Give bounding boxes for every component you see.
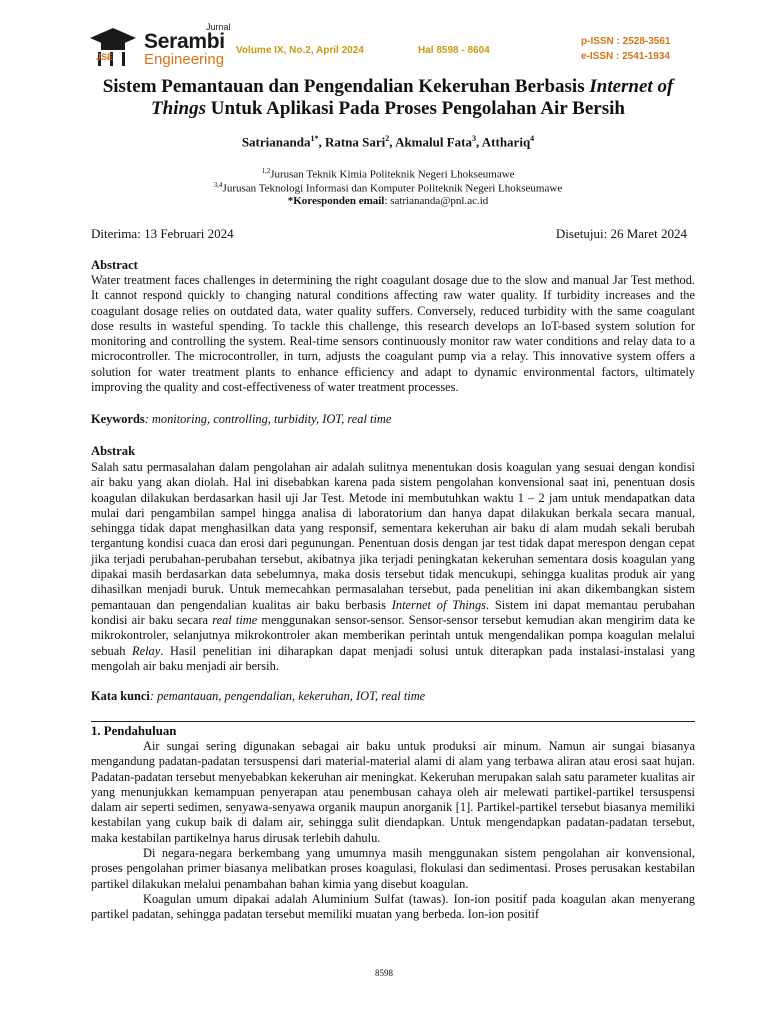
page-number: 8598 bbox=[375, 968, 393, 978]
affiliation-sup: 1,2 bbox=[261, 167, 271, 175]
p-issn: p-ISSN : 2528-3561 bbox=[581, 36, 671, 47]
corresponding-label: *Koresponden email bbox=[287, 195, 385, 207]
section-body bbox=[91, 739, 695, 923]
volume-info: Volume IX, No.2, April 2024 bbox=[236, 45, 364, 56]
logo-jurnal-text: Jurnal bbox=[206, 22, 231, 32]
abstrak-heading: Abstrak bbox=[91, 444, 136, 458]
affiliation bbox=[80, 167, 696, 181]
abstrak-italic-iot: Internet of Things bbox=[391, 597, 486, 612]
logo-serambi-text: Serambi bbox=[144, 30, 225, 53]
abstrak-text-1: Salah satu permasalahan dalam pengolahan air adalah sulitnya menentukan dosis koagulan yang sesuai dengan kondisi air baku yang akan diolah. Hal ini disebabkan karena pada sistem pengolahan konvensional saat ini, penentuan dosis koagulan dilakukan berdasarkan hasil uji Jar Test. Metode ini membutuhkan waktu 1 – 2 jam untuk mendapatkan data mulai dari pengambilan sampel hingga analisa di laboratorium dan hanya dapat dilakukan berkala secara manual, sehingga tidak dapat menghasilkan data yang responsif, sementara kekeruhan air baku di alam mudah sekali berubah tergantung kondisi cuaca dan erosi dari pegunungan. Penentuan dosis dengan jar test tidak dapat merespon dengan cepat jika terjadi perubahan-perubahan tersebut, akibatnya jika terjadi peningkatan kekeruhan sementara dosis koagulan yang dipakai masih berdasarkan data sebelumnya, maka dosis tersebut tidak mencukupi, sehingga kualitas produk air yang dihasilkan menjadi buruk. Untuk memecahkan permasalahan tersebut, pada penelitian ini akan dikembangkan sistem pemantauan dan pengendalian kualitas air baku berbasis bbox=[91, 460, 695, 612]
received-date: Diterima: 13 Februari 2024 bbox=[91, 226, 234, 241]
journal-header bbox=[0, 0, 768, 72]
kata-kunci-label: Kata kunci bbox=[91, 689, 150, 703]
section-heading: 1. Pendahuluan bbox=[91, 724, 177, 738]
abstrak-text-2: . Sistem ini dapat memantau perubahan kondisi air baku secara bbox=[91, 597, 695, 627]
abstrak-italic-relay: Relay bbox=[132, 643, 161, 658]
abstract-heading: Abstract bbox=[91, 258, 138, 272]
section-divider bbox=[91, 721, 695, 722]
e-issn: e-ISSN : 2541-1934 bbox=[581, 51, 670, 62]
author-sup: 4 bbox=[530, 134, 535, 143]
author-list: Satriananda$^{1*}$, Ratna Sari$^2$, Akmalul Fata$^3$, Atthariq$^4$ bbox=[241, 134, 535, 150]
affiliation-text: Jurusan Teknologi Informasi dan Komputer Politeknik Negeri Lhokseumawe bbox=[222, 182, 563, 195]
keywords-label: Keywords bbox=[91, 412, 145, 426]
title-part2: Untuk Aplikasi Pada Proses Pengolahan Air Bersih bbox=[205, 98, 625, 119]
accepted-date: Disetujui: 26 Maret 2024 bbox=[555, 226, 687, 241]
author-name: Atthariq bbox=[481, 134, 531, 150]
kata-kunci-line bbox=[91, 689, 695, 704]
corresponding-email[interactable]: : satriananda@pnl.ac.id bbox=[384, 195, 489, 207]
author-sup: 1* bbox=[310, 134, 319, 143]
keywords-line bbox=[91, 412, 695, 427]
logo-jse-text: JSE bbox=[96, 52, 114, 62]
page-range: Hal 8598 - 8604 bbox=[418, 45, 490, 56]
logo-engineering-text: Engineering bbox=[144, 51, 225, 68]
author-name: Ratna Sari bbox=[324, 134, 386, 150]
author-name: Satriananda bbox=[241, 134, 311, 150]
kata-kunci-text: : pemantauan, pengendalian, kekeruhan, IOT, real time bbox=[149, 689, 426, 703]
abstrak-italic-realtime: real time bbox=[212, 612, 258, 627]
paragraph: Air sungai sering digunakan sebagai air baku untuk produksi air minum. Namun air sungai biasanya mengandung padatan-padatan tersuspensi dari material-material alami di alam yang terbawa aliran atau erosi saat hujan. Padatan-padatan tersebut menyebabkan kekeruhan air meningkat. Kekeruhan merupakan salah satu parameter kualitas air yang menunjukkan kemampuan penyerapan atau penembusan cahaya oleh air melewati partikel-partikel tersuspensi dalam air seperti sedimen, senyawa-senyawa organik maupun anorganik [1]. Partikel-partikel tersebut biasanya memiliki kestabilan yang cukup baik di dalam air, sehingga sulit diendapkan. Untuk mengendapkan padatan-padatan tersebut, maka kestabilan partikelnya harus dirusak terlebih dahulu. bbox=[91, 739, 695, 845]
corresponding-author bbox=[80, 195, 696, 207]
affiliation-sup: 3,4 bbox=[213, 181, 223, 189]
paragraph: Di negara-negara berkembang yang umumnya masih menggunakan sistem pengolahan air konvensional, proses pengolahan primer biasanya melibatkan proses koagulasi, flokulasi dan sedimentasi. Proses perusakan kestabilan partikel dilakukan melalui penambahan bahan kimia yang disebut koagulan. bbox=[91, 846, 695, 891]
affiliation bbox=[80, 181, 696, 195]
title-part1: Sistem Pemantauan dan Pengendalian Kekeruhan Berbasis bbox=[102, 76, 590, 97]
affiliation-text: Jurusan Teknik Kimia Politeknik Negeri Lhokseumawe bbox=[270, 168, 515, 181]
keywords-text: : monitoring, controlling, turbidity, IOT, real time bbox=[144, 412, 392, 426]
author-name: Akmalul Fata bbox=[395, 134, 472, 150]
abstrak-text-4: . Hasil penelitian ini diharapkan dapat menjadi solusi untuk diterapkan pada instalasi-instalasi yang mengolah air baku menjadi air bersih. bbox=[91, 643, 695, 673]
paragraph: Koagulan umum dipakai adalah Aluminium Sulfat (tawas). Ion-ion positif pada koagulan akan menyerang partikel padatan, sehingga padatan tersebut memiliki muatan yang berbeda. Ion-ion positif bbox=[91, 891, 695, 922]
journal-logo bbox=[88, 22, 231, 70]
author-sup: 2 bbox=[385, 134, 390, 143]
title-italic: Internet of Things bbox=[151, 76, 674, 119]
abstrak-text bbox=[91, 460, 695, 674]
abstrak-text-3: menggunakan sensor-sensor. Sensor-sensor tersebut kemudian akan mengirim data ke mikrokontroler, selanjutnya mikrokontroler akan memberikan perintah untuk mengendalikan pompa koagulan melalui sebuah bbox=[91, 612, 695, 658]
paper-title bbox=[80, 76, 696, 120]
author-sup: 3 bbox=[471, 134, 476, 143]
abstract-text: Water treatment faces challenges in determining the right coagulant dosage due to the slow and manual Jar Test method. It cannot respond quickly to changing natural conditions affecting raw water quality. If turbidity increases and the coagulant dosage relies on outdated data, water quality suffers. Conversely, reduced turbidity with the same coagulant dose results in wasteful spending. To tackle this challenge, this research develops an IoT-based system solution for monitoring and controlling the system. Real-time sensors continuously monitor raw water conditions and relay data to a microcontroller. The microcontroller, in turn, adjusts the coagulant pump via a relay. This innovative system offers a solution for water treatment plants to enhance efficiency and adapt to dynamic environmental factors, ultimately improving the quality and cost-effectiveness of water treatment processes. bbox=[91, 273, 695, 395]
